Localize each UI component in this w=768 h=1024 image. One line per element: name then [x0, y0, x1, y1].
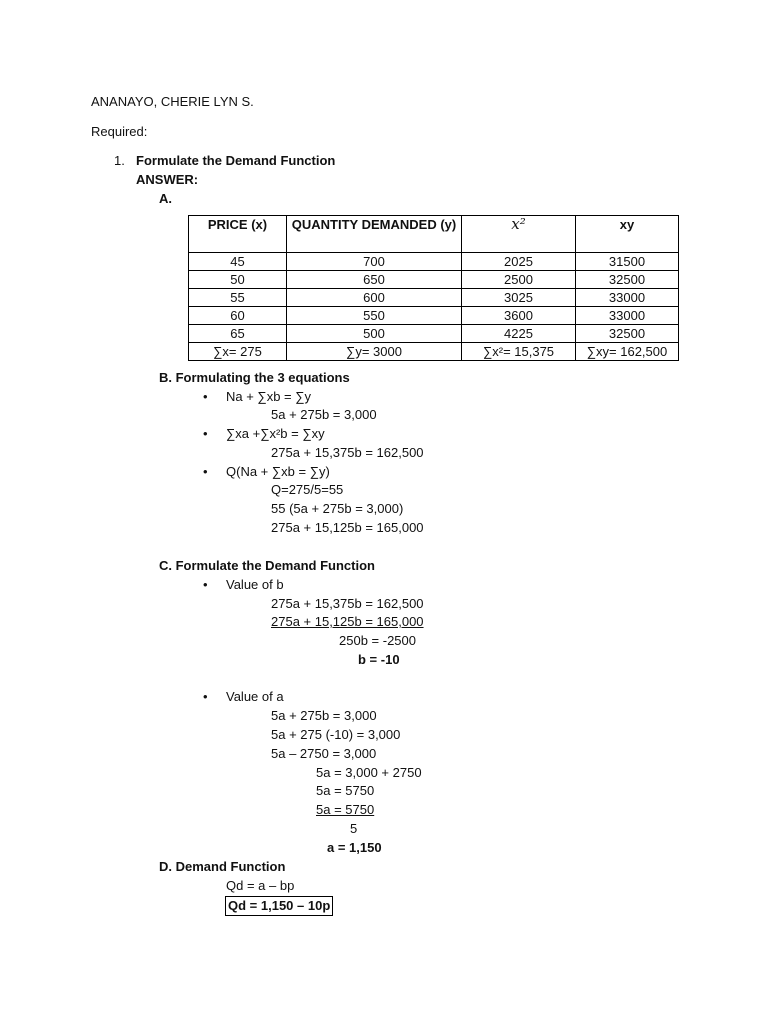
- table-cell: 3600: [462, 307, 576, 325]
- equation-numerator: 5a = 5750: [316, 802, 375, 817]
- equation: 5a – 2750 = 3,000: [271, 746, 377, 761]
- table-cell: 65: [189, 325, 287, 343]
- table-cell: 32500: [576, 325, 679, 343]
- equation: 55 (5a + 275b = 3,000): [271, 501, 404, 516]
- equation-bullet: ∑xa +∑x²b = ∑xy: [226, 426, 325, 441]
- table-header-row: [189, 216, 679, 253]
- value-a-label: Value of a: [226, 689, 284, 704]
- total-y: ∑y= 3000: [287, 343, 462, 361]
- table-row: [189, 307, 679, 325]
- equation: 5a + 275b = 3,000: [271, 407, 377, 422]
- part-d-title: D. Demand Function: [159, 859, 286, 874]
- equation-denominator: 5: [350, 821, 358, 836]
- header-price: PRICE (x): [189, 216, 287, 253]
- final-demand-function: Qd = 1,150 – 10p: [225, 896, 333, 916]
- table-cell: 700: [287, 253, 462, 271]
- total-x-squared: ∑x²= 15,375: [462, 343, 576, 361]
- bullet-icon: •: [203, 689, 208, 704]
- value-b-result: b = -10: [358, 652, 400, 667]
- table-row: [189, 289, 679, 307]
- part-b-title: B. Formulating the 3 equations: [159, 370, 350, 385]
- equation: Q=275/5=55: [271, 482, 344, 497]
- equation: 5a + 275 (-10) = 3,000: [271, 727, 401, 742]
- equation: 5a = 3,000 + 2750: [316, 765, 422, 780]
- table-cell: 2025: [462, 253, 576, 271]
- header-xy: xy: [576, 216, 679, 253]
- table-cell: 32500: [576, 271, 679, 289]
- table-cell: 550: [287, 307, 462, 325]
- part-a-label: A.: [159, 191, 172, 206]
- equation-underlined: 275a + 15,125b = 165,000: [271, 614, 424, 629]
- table-cell: 33000: [576, 307, 679, 325]
- part-c-title: C. Formulate the Demand Function: [159, 558, 375, 573]
- total-x: ∑x= 275: [189, 343, 287, 361]
- equation: 275a + 15,125b = 165,000: [271, 520, 424, 535]
- answer-label: ANSWER:: [136, 172, 199, 187]
- table-cell: 45: [189, 253, 287, 271]
- equation: 5a + 275b = 3,000: [271, 708, 377, 723]
- student-name: ANANAYO, CHERIE LYN S.: [91, 94, 254, 109]
- bullet-icon: •: [203, 464, 208, 479]
- table-cell: 31500: [576, 253, 679, 271]
- equation: 250b = -2500: [339, 633, 416, 648]
- table-cell: 55: [189, 289, 287, 307]
- equation-bullet: Na + ∑xb = ∑y: [226, 389, 312, 404]
- item-title: Formulate the Demand Function: [136, 153, 336, 168]
- header-x-squared: x²: [462, 216, 576, 253]
- equation-bullet: Q(Na + ∑xb = ∑y): [226, 464, 330, 479]
- demand-formula: Qd = a – bp: [226, 878, 295, 893]
- bullet-icon: •: [203, 577, 208, 592]
- table-totals-row: [189, 343, 679, 361]
- bullet-icon: •: [203, 389, 208, 404]
- table-row: [189, 325, 679, 343]
- table-row: [189, 253, 679, 271]
- total-xy: ∑xy= 162,500: [576, 343, 679, 361]
- table-cell: 60: [189, 307, 287, 325]
- table-cell: 50: [189, 271, 287, 289]
- equation: 275a + 15,375b = 162,500: [271, 445, 424, 460]
- header-quantity: QUANTITY DEMANDED (y): [287, 216, 462, 253]
- data-table: [188, 215, 679, 361]
- table-cell: 650: [287, 271, 462, 289]
- equation: 5a = 5750: [316, 783, 375, 798]
- required-label: Required:: [91, 124, 148, 139]
- table-row: [189, 271, 679, 289]
- table-cell: 33000: [576, 289, 679, 307]
- table-cell: 2500: [462, 271, 576, 289]
- table-cell: 600: [287, 289, 462, 307]
- value-b-label: Value of b: [226, 577, 284, 592]
- equation: 275a + 15,375b = 162,500: [271, 596, 424, 611]
- item-number: 1.: [114, 153, 125, 168]
- value-a-result: a = 1,150: [327, 840, 382, 855]
- table-cell: 3025: [462, 289, 576, 307]
- table-cell: 4225: [462, 325, 576, 343]
- bullet-icon: •: [203, 426, 208, 441]
- table-cell: 500: [287, 325, 462, 343]
